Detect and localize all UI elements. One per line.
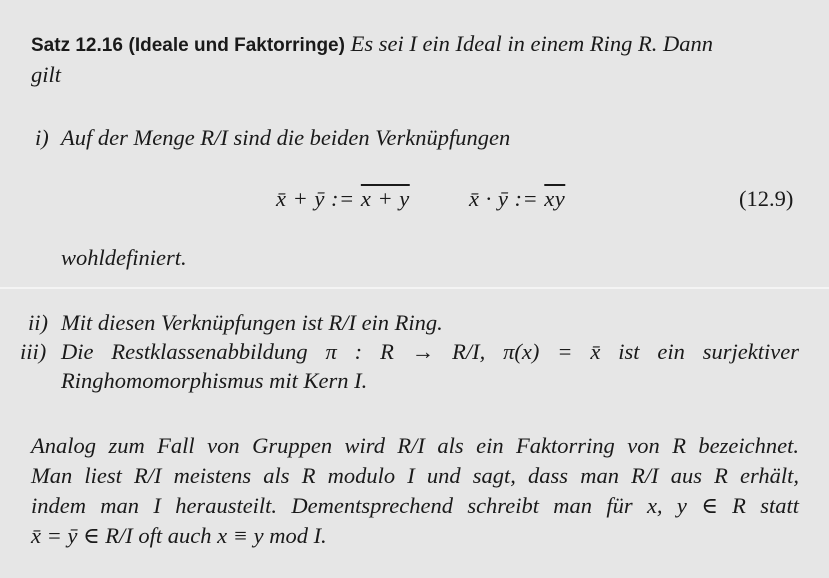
remark-line1: Analog zum Fall von Gruppen wird R/I als ein Faktorring von R bezeichnet. <box>31 433 799 458</box>
item-i-marker: i) <box>35 125 49 150</box>
item-i-text: Auf der Menge R/I sind die beiden Verknüpfungen <box>61 125 511 150</box>
item-i-continuation: wohldefiniert. <box>61 245 187 270</box>
formula-addition-lhs: x̄ + ȳ := <box>276 186 361 211</box>
item-ii-marker: ii) <box>28 310 48 335</box>
item-iii-line1: Die Restklassenabbildung π : R → R/I, π(x) = x̄ ist ein surjektiver <box>61 339 799 364</box>
item-iii-line2: Ringhomomorphismus mit Kern I. <box>61 368 368 393</box>
theorem-intro: Es sei I ein Ideal in einem Ring R. Dann <box>350 31 713 56</box>
formula-multiplication-rhs: $\overline{xy}$ <box>544 186 566 211</box>
formula-multiplication <box>469 186 565 212</box>
formula-addition-rhs: x + y <box>360 186 410 211</box>
section-divider <box>0 287 829 289</box>
formula-addition <box>276 186 410 212</box>
remark-line3: indem man I herausteilt. Dementsprechend schreibt man für x, y ∈ R statt <box>31 493 799 518</box>
theorem-heading-line <box>31 33 713 56</box>
theorem-label: Satz 12.16 <box>31 35 123 56</box>
remark-line2: Man liest R/I meistens als R modulo I und sagt, dass man R/I aus R erhält, <box>31 463 799 488</box>
equation-number: (12.9) <box>739 186 794 211</box>
item-ii-text: Mit diesen Verknüpfungen ist R/I ein Ring. <box>61 310 443 335</box>
theorem-title: (Ideale und Faktorringe) <box>128 35 345 56</box>
formula-multiplication-lhs: x̄ · ȳ := <box>469 186 545 211</box>
theorem-intro-line2: gilt <box>31 62 62 87</box>
remark-line4: x̄ = ȳ ∈ R/I oft auch x ≡ y mod I. <box>31 523 327 548</box>
item-iii-marker: iii) <box>20 339 47 364</box>
